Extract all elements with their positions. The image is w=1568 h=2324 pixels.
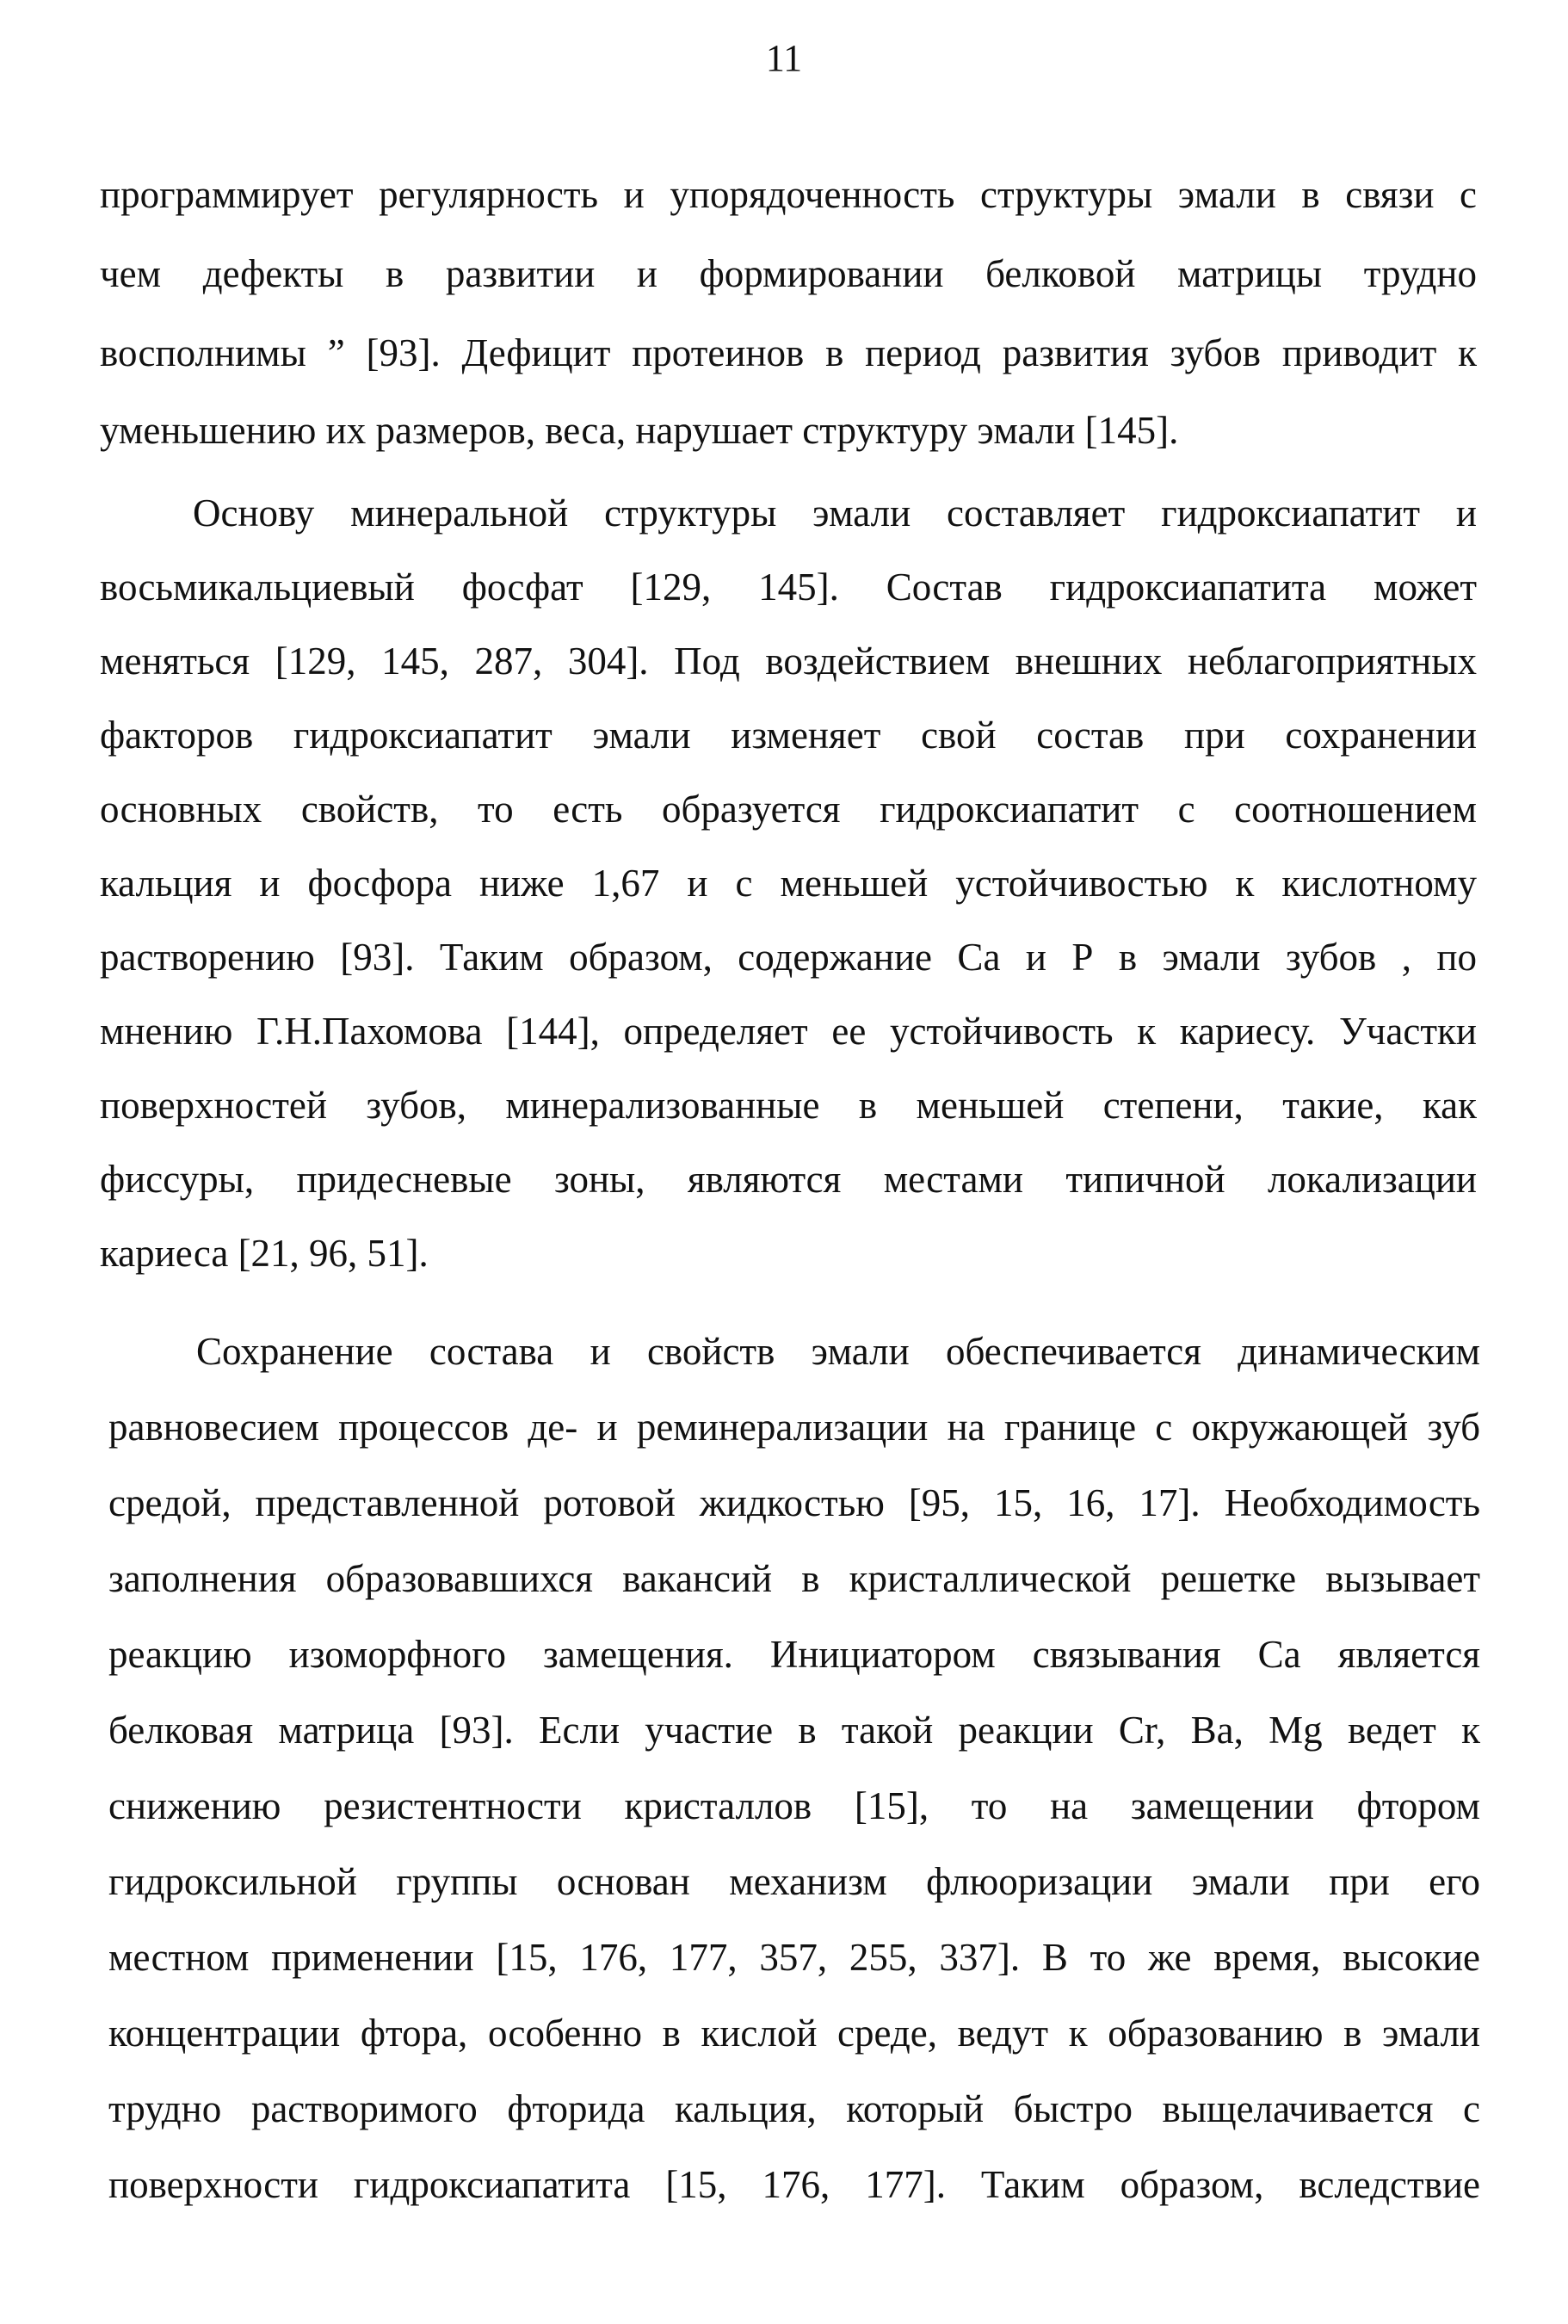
text-line: местном применении [15, 176, 177, 357, 255, 337]. В то же время, высокие (108, 1936, 1480, 1979)
text-line: средой, представленной ротовой жидкостью [95, 15, 16, 17]. Необходимость (108, 1481, 1480, 1524)
text-line: белковая матрица [93]. Если участие в такой реакции Cr, Ba, Mg ведет к (108, 1709, 1480, 1752)
text-line: чем дефекты в развитии и формировании белковой матрицы трудно (100, 252, 1477, 295)
text-line: концентрации фтора, особенно в кислой среде, ведут к образованию в эмали (108, 2012, 1480, 2055)
text-line: Сохранение состава и свойств эмали обеспечивается динамическим (196, 1330, 1480, 1373)
text-line: программирует регулярность и упорядоченность структуры эмали в связи с (100, 173, 1477, 216)
text-line: реакцию изоморфного замещения. Инициатором связывания Са является (108, 1633, 1480, 1676)
text-line: восьмикальциевый фосфат [129, 145]. Состав гидроксиапатита может (100, 566, 1477, 609)
text-line: равновесием процессов де- и реминерализации на границе с окружающей зуб (108, 1406, 1480, 1449)
text-line: гидроксильной группы основан механизм флюоризации эмали при его (108, 1860, 1480, 1903)
text-line: поверхности гидроксиапатита [15, 176, 177]. Таким образом, вследствие (108, 2163, 1480, 2206)
text-line: поверхностей зубов, минерализованные в меньшей степени, такие, как (100, 1084, 1477, 1127)
page-number: 11 (765, 37, 803, 79)
text-line: основных свойств, то есть образуется гидроксиапатит с соотношением (100, 788, 1477, 831)
text-line: кариеса [21, 96, 51]. (100, 1232, 429, 1275)
text-line: снижению резистентности кристаллов [15], то на замещении фтором (108, 1784, 1480, 1827)
text-line: кальция и фосфора ниже 1,67 и с меньшей устойчивостью к кислотному (100, 862, 1477, 905)
text-line: факторов гидроксиапатит эмали изменяет свой состав при сохранении (100, 714, 1477, 757)
text-line: меняться [129, 145, 287, 304]. Под воздействием внешних неблагоприятных (100, 640, 1477, 683)
text-line: уменьшению их размеров, веса, нарушает структуру эмали [145]. (100, 409, 1179, 452)
text-line: растворению [93]. Таким образом, содержание Са и Р в эмали зубов , по (100, 936, 1477, 979)
text-line: заполнения образовавшихся вакансий в кристаллической решетке вызывает (108, 1557, 1480, 1600)
text-line: фиссуры, придесневые зоны, являются местами типичной локализации (100, 1158, 1477, 1201)
text-line: Основу минеральной структуры эмали составляет гидроксиапатит и (193, 491, 1477, 535)
text-line: восполнимы ” [93]. Дефицит протеинов в период развития зубов приводит к (100, 331, 1477, 374)
text-line: трудно растворимого фторида кальция, который быстро выщелачивается с (108, 2087, 1480, 2130)
text-line: мнению Г.Н.Пахомова [144], определяет ее устойчивость к кариесу. Участки (100, 1010, 1477, 1053)
